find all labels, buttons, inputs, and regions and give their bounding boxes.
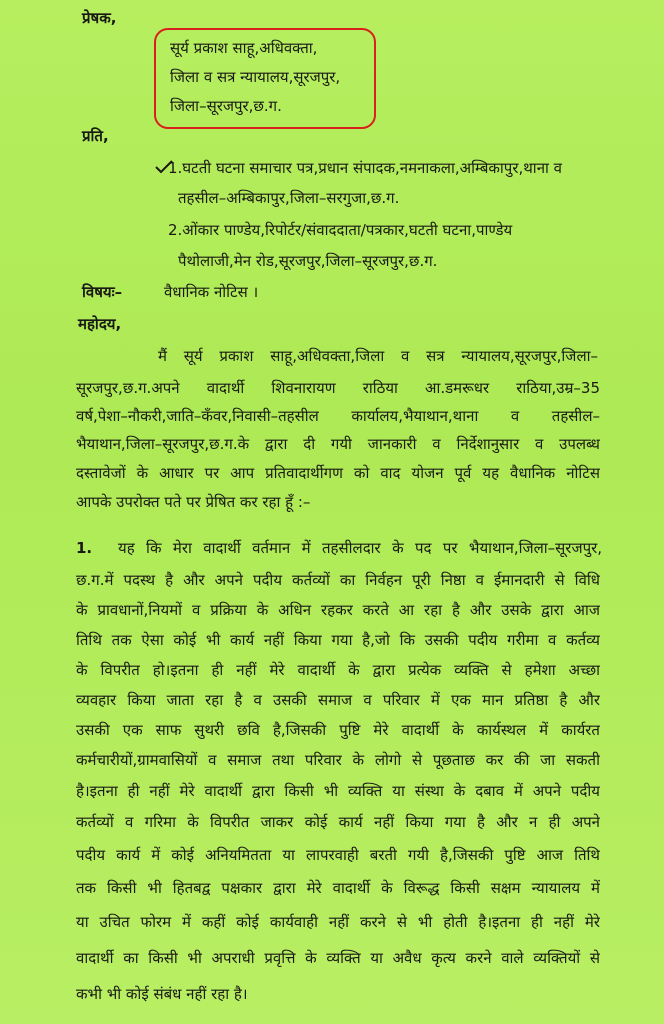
- para-1-line-7: उसकी एक साफ सुथरी छवि है,जिसकी पुष्टि मेरे वादार्थी के कार्यस्थल में कार्यरत: [76, 721, 600, 739]
- recipient-2-line-2: पैथोलाजी,मेन रोड,सूरजपुर,जिला–सूरजपुर,छ.ग.: [178, 252, 438, 270]
- sender-line-1: सूर्य प्रकाश साहू,अधिवक्ता,: [170, 39, 318, 57]
- intro-line-1: मैं सूर्य प्रकाश साहू,अधिवक्ता,जिला व सत्र न्यायालय,सूरजपुर,जिला–: [158, 347, 598, 365]
- para-1-line-12: तक किसी भी हितबद्व पक्षकार द्वारा मेरे वादार्थी के विरूद्ध किसी सक्षम न्यायालय में: [76, 879, 600, 897]
- subject-text: वैधानिक नोटिस ।: [164, 283, 259, 301]
- intro-line-5: दस्तावेजों के आधार पर आप प्रतिवादार्थीगण को वाद योजन पूर्व यह वैधानिक नोटिस: [76, 464, 600, 482]
- intro-line-6: आपके उपरोक्त पते पर प्रेषित कर रहा हूँ :–: [76, 493, 311, 511]
- from-label: प्रेषक,: [82, 9, 117, 27]
- para-1-line-9: है।इतना ही नहीं मेरे वादार्थी द्वारा किसी भी व्यक्ति या संस्था के दबाव में अपने पदीय: [76, 782, 600, 800]
- para-1-line-3: के प्रावधानों,नियमों व प्रक्रिया के अधिन रहकर करते आ रहा है और उसके द्वारा आज: [76, 601, 600, 619]
- subject-label: विषयः–: [82, 283, 123, 301]
- intro-line-3: वर्ष,पेशा–नौकरी,जाति–कँवर,निवासी–तहसील कार्यालय,भैयाथान,थाना व तहसील–: [76, 407, 600, 425]
- sender-line-2: जिला व सत्र न्यायालय,सूरजपुर,: [170, 68, 341, 86]
- intro-line-4: भैयाथान,जिला–सूरजपुर,छ.ग.के द्वारा दी गयी जानकारी व निर्देशानुसार व उपलब्ध: [76, 435, 600, 453]
- recipient-1-line-1: 1.घटती घटना समाचार पत्र,प्रधान संपादक,नमनाकला,अम्बिकापुर,थाना व: [168, 159, 563, 177]
- para-1-line-11: पदीय कार्य में कोई अनियमितता या लापरवाही बरती गयी है,जिसकी पुष्टि आज तिथि: [76, 846, 600, 864]
- para-1-line-13: या उचित फोरम में कहीं कोई कार्यवाही नहीं करने से भी होती है।इतना ही नहीं मेरे: [76, 913, 600, 931]
- para-1-line-1: यह कि मेरा वादार्थी वर्तमान में तहसीलदार के पद पर भैयाथान,जिला–सूरजपुर,: [118, 539, 602, 557]
- para-1-line-14: वादार्थी का किसी भी अपराधी प्रवृत्ति के व्यक्ति या अवैध कृत्य करने वाले व्यक्तियों से: [76, 949, 600, 967]
- para-1-line-5: के विपरीत हो।इतना ही नहीं मेरे वादार्थी के द्वारा प्रत्येक व्यक्ति से हमेशा अच्छा: [76, 661, 600, 679]
- sender-line-3: जिला–सूरजपुर,छ.ग.: [170, 97, 282, 115]
- to-label: प्रति,: [82, 127, 109, 145]
- para-1-line-6: व्यवहार किया जाता रहा है व उसकी समाज व परिवार में एक मान प्रतिष्ठा है और: [76, 691, 600, 709]
- para-1-line-4: तिथि तक ऐसा कोई भी कार्य नहीं किया गया है,जो कि उसकी पदीय गरीमा व कर्तव्य: [76, 631, 600, 649]
- para-1-line-10: कर्तव्यों व गरिमा के विपरीत जाकर कोई कार्य नहीं किया गया है और न ही अपने: [76, 813, 600, 831]
- intro-line-2: सूरजपुर,छ.ग.अपने वादार्थी शिवनारायण राठिया आ.डमरूधर राठिया,उम्र–35: [76, 379, 600, 397]
- salutation: महोदय,: [78, 315, 122, 333]
- para-1-line-15: कभी भी कोई संबंध नहीं रहा है।: [76, 985, 248, 1003]
- recipient-2-line-1: 2.ओंकार पाण्डेय,रिपोर्टर/संवाददाता/पत्रकार,घटती घटना,पाण्डेय: [168, 221, 513, 239]
- para-1-line-8: कर्मचारीयों,ग्रामवासियों व समाज तथा परिवार के लोगो से पूछताछ कर की जा सकती: [76, 751, 600, 769]
- para-1-line-2: छ.ग.में पदस्थ है और अपने पदीय कर्तव्यों का निर्वहन पूरी निष्ठा व ईमानदारी से विधि: [76, 571, 600, 589]
- recipient-1-line-2: तहसील–अम्बिकापुर,जिला–सरगुजा,छ.ग.: [178, 189, 400, 207]
- para-1-number: 1.: [76, 539, 93, 557]
